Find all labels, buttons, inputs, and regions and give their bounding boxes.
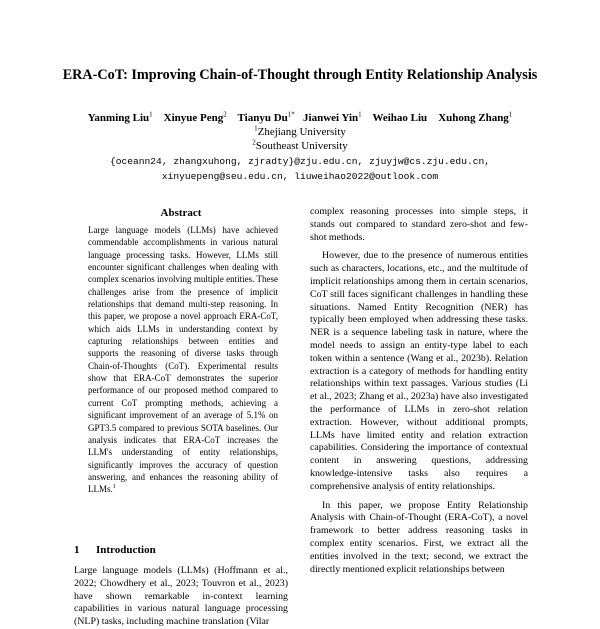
affiliation-line [100,125,500,139]
affiliation-mark: 2 [252,138,256,147]
affiliation-mark: 1 [254,124,258,133]
affiliation-name: Southeast University [255,140,348,152]
author-affiliation-mark: 1 [508,110,513,119]
paragraph-continuation: complex reasoning processes into simple steps, it stands out compared to standard zero-shot and few-shot methods. [310,206,528,243]
email-line: {oceann24, zhangxuhong, zjradty}@zju.edu.cn, zjuyjw@cs.zju.edu.cn, [110,156,490,167]
introduction-body: Large language models (LLMs) (Hoffmann et al., 2022; Chowdhery et al., 2023; Touvron et al., 2023) have shown remarkable in-context learning capabilities in various natural language processing (NLP) tasks, including machine translation (Vilar [74,565,288,628]
author-affiliation-mark: 1* [287,110,295,119]
author-name: Jianwei Yin [303,112,359,124]
footnote-mark: 1 [112,484,116,491]
section-heading-introduction [74,543,288,557]
right-column [310,206,528,576]
section-number: 1 [74,544,80,556]
abstract-body [88,224,278,496]
abstract-heading: Abstract [160,207,202,219]
author-name: Yanming Liu [87,112,150,124]
abstract-text: Large language models (LLMs) have achieved commendable accomplishments in various natural language processing tasks. However, LLMs still encounter significant challenges when dealing with complex scenarios involving multiple entities. These challenges arise from the presence of implicit relationships that demand multi-step reasoning. In this paper, we propose a novel approach ERA-CoT, which aids LLMs in understanding context by capturing relationships between entities and supports the reasoning of diverse tasks through Chain-of-Thoughts (CoT). Experimental results show that ERA-CoT demonstrates the superior performance of our proposed method compared to current CoT prompting methods, achieving a significant improvement of an average of 5.1% on GPT3.5 compared to previous SOTA baselines. Our analysis indicates that ERA-CoT increases the LLM's understanding of entity relationships, significantly improves the accuracy of question answering, and enhances the reasoning ability of LLMs. [88,225,278,495]
affiliation-line [100,139,500,153]
author-affiliation-mark: 2 [223,110,227,119]
email-line: xinyuepeng@seu.edu.cn, liuweihao2022@outlook.com [161,171,439,182]
author-list [40,111,560,125]
author-name: Tianyu Du [237,112,288,124]
affiliation-name: Zhejiang University [257,126,346,138]
author-name: Weihao Liu [372,112,428,124]
author-affiliation-mark: 1 [149,110,153,119]
paper-title: ERA-CoT: Improving Chain-of-Thought through Entity Relationship Analysis [62,67,538,83]
paragraph: However, due to the presence of numerous entities such as characters, locations, etc., and the multitude of implicit relationships among them in certain scenarios, CoT still faces significant challenges in handling these situations. Named Entity Recognition (NER) has typically been employed when addressing these tasks. NER is a sequence labeling task in nature, where the model needs to assign an entity-type label to each token within a sentence (Wang et al., 2023b). Relation extraction is a category of methods for handling entity relationships within text passages. Various studies (Li et al., 2023; Zhang et al., 2023a) have also investigated the performance of LLMs in zero-shot relation extraction. However, without additional prompts, LLMs have limited entity and relation extraction capabilities. Considering the importance of contextual content in answering questions, addressing knowledge-intensive tasks also requires a comprehensive analysis of entity relationships. [310,250,529,492]
author-name: Xinyue Peng [163,112,224,124]
section-title: Introduction [96,544,156,556]
author-affiliation-mark: 1 [358,110,362,119]
author-name: Xuhong Zhang [438,112,509,124]
paragraph: In this paper, we propose Entity Relationship Analysis with Chain-of-Thought (ERA-CoT), a novel framework to better address reasoning tasks in complex entity scenarios. First, we extract all the entities involved in the text; second, we extract the directly mentioned explicit relationships between [310,499,528,575]
